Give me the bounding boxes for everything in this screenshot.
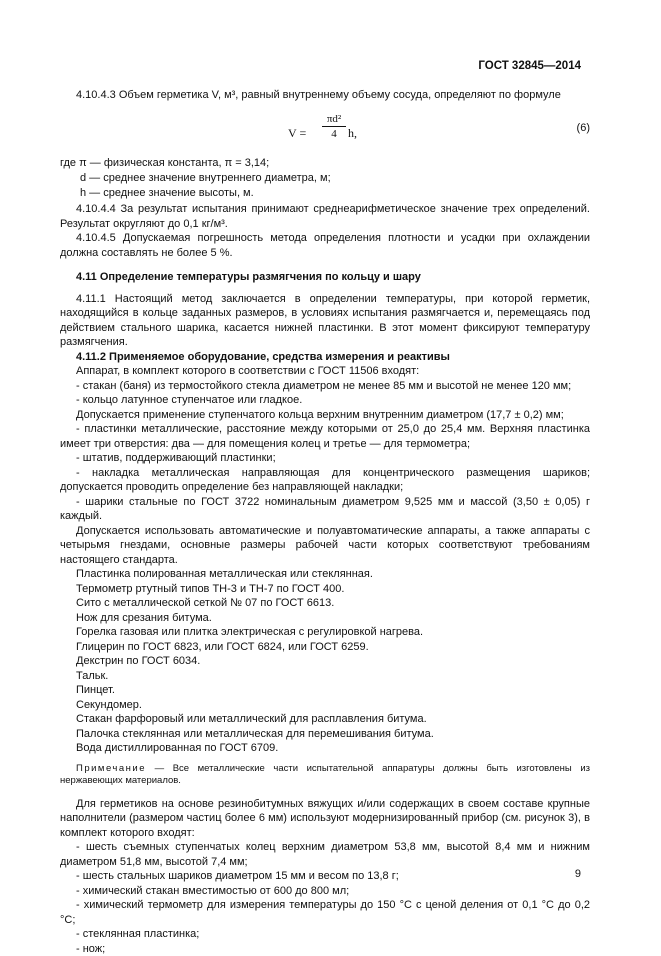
note [60,763,590,788]
document-code: ГОСТ 32845—2014 [478,60,581,72]
where-intro: где [60,157,76,169]
list-item: - стеклянная пластинка; [60,927,590,942]
paragraph-4-10-4-4: 4.10.4.4 За результат испытания принимают среднеарифметическое значение трех определений. Результат округляют до 0,1 кг/м³. [60,202,590,231]
where-item-d: d — среднее значение внутреннего диаметра, м; [60,171,331,186]
equipment-item: Глицерин по ГОСТ 6823, или ГОСТ 6824, или ГОСТ 6259. [60,640,590,655]
paragraph-4-10-4-3 [60,88,590,103]
equipment-item: Пластинка полированная металлическая или стеклянная. [60,567,590,582]
heading-4-11-2: 4.11.2 Применяемое оборудование, средства измерения и реактивы [60,350,590,365]
heading-4-11: 4.11 Определение температуры размягчения по кольцу и шару [60,270,590,285]
formula-numerator: πd² [322,113,346,127]
paragraph-4-10-4-5: 4.10.4.5 Допускаемая погрешность метода определения плотности и усадки при охлаждении должна составлять не более 5 %. [60,231,590,260]
list-item: - шарики стальные по ГОСТ 3722 номинальным диаметром 9,525 мм и массой (3,50 ± 0,05) г каждый. [60,495,590,524]
equipment-item: Термометр ртутный типов ТН-3 и ТН-7 по ГОСТ 400. [60,582,590,597]
formula-denominator: 4 [322,127,346,140]
list-item: - накладка металлическая направляющая для концентрического размещения шариков; допускается проводить определение без направляющей накладки; [60,466,590,495]
equipment-item: Палочка стеклянная или металлическая для перемешивания битума. [60,727,590,742]
paragraph-allowance-ring: Допускается применение ступенчатого кольца верхним внутренним диаметром (17,7 ± 0,2) мм; [60,408,590,423]
formula-6 [60,113,590,153]
equipment-item: Вода дистиллированная по ГОСТ 6709. [60,741,590,756]
body-text [60,202,590,956]
list-item: - шесть съемных ступенчатых колец верхним диаметром 53,8 мм, высотой 8,4 мм и нижним диаметром 51,8 мм, высотой 7,4 мм; [60,840,590,869]
list-item: - стакан (баня) из термостойкого стекла диаметром не менее 85 мм и высотой не менее 120 мм; [76,379,590,394]
list-item: - химический термометр для измерения температуры до 150 °С с ценой деления от 0,1 °С до 0,2 °С; [60,898,590,927]
equipment-item: Секундомер. [60,698,590,713]
list-item: - пластинки металлические, расстояние между которыми от 25,0 до 25,4 мм. Верхняя пластинка имеет три отверстия: два — для помещения колец и третье — для термометра; [60,422,590,451]
equipment-item: Сито с металлической сеткой № 07 по ГОСТ 6613. [60,596,590,611]
equipment-item: Стакан фарфоровый или металлический для расплавления битума. [60,712,590,727]
paragraph-rubber-bitumen: Для герметиков на основе резинобитумных вяжущих и/или содержащих в своем составе крупные наполнители (размером частиц более 6 мм) используют модернизированный прибор (см. рисунок 3), в комплект которого входят: [60,797,590,841]
page-number: 9 [575,868,581,880]
where-item-pi: π — физическая константа, π = 3,14; [79,157,269,169]
list-item: - шесть стальных шариков диаметром 15 мм и весом по 13,8 г; [60,869,590,884]
list-item: - кольцо латунное ступенчатое или гладкое. [76,393,590,408]
equipment-item: Пинцет. [60,683,590,698]
list-item: - штатив, поддерживающий пластинки; [60,451,590,466]
equipment-item: Нож для срезания битума. [60,611,590,626]
where-item-h: h — среднее значение высоты, м. [60,186,331,201]
equipment-item: Горелка газовая или плитка электрическая с регулировкой нагрева. [60,625,590,640]
formula-rhs: h, [348,126,357,141]
paragraph-allowance-automatic: Допускается использовать автоматические и полуавтоматические аппараты, а также аппараты с четырьмя гнездами, основные размеры рабочей части которых соответствуют требованиям настоящего стандарта. [60,524,590,568]
formula-number: (6) [577,122,590,134]
formula-lhs: V = [288,126,306,141]
variable-definitions [60,156,331,201]
equipment-item: Декстрин по ГОСТ 6034. [60,654,590,669]
note-text: — Все металлические части испытательной аппаратуры должны быть изготовлены из нержавеющих материалов. [60,763,590,787]
list-item: - нож; [60,942,590,956]
formula-fraction [322,113,346,140]
paragraph-apparatus: Аппарат, в комплект которого в соответствии с ГОСТ 11506 входят: [60,364,590,379]
equipment-item: Тальк. [60,669,590,684]
paragraph-4-11-1: 4.11.1 Настоящий метод заключается в определении температуры, при которой герметик, находящийся в кольце заданных размеров, в условиях испытания размягчается и, перемещаясь под действием стального шарика, касается нижней пластинки. В этот момент фиксируют температуру размягчения. [60,292,590,350]
paragraph-text: 4.10.4.3 Объем герметика V, м³, равный внутреннему объему сосуда, определяют по формуле [60,88,590,103]
note-label: Примечание [76,763,146,774]
list-item: - химический стакан вместимостью от 600 до 800 мл; [60,884,590,899]
